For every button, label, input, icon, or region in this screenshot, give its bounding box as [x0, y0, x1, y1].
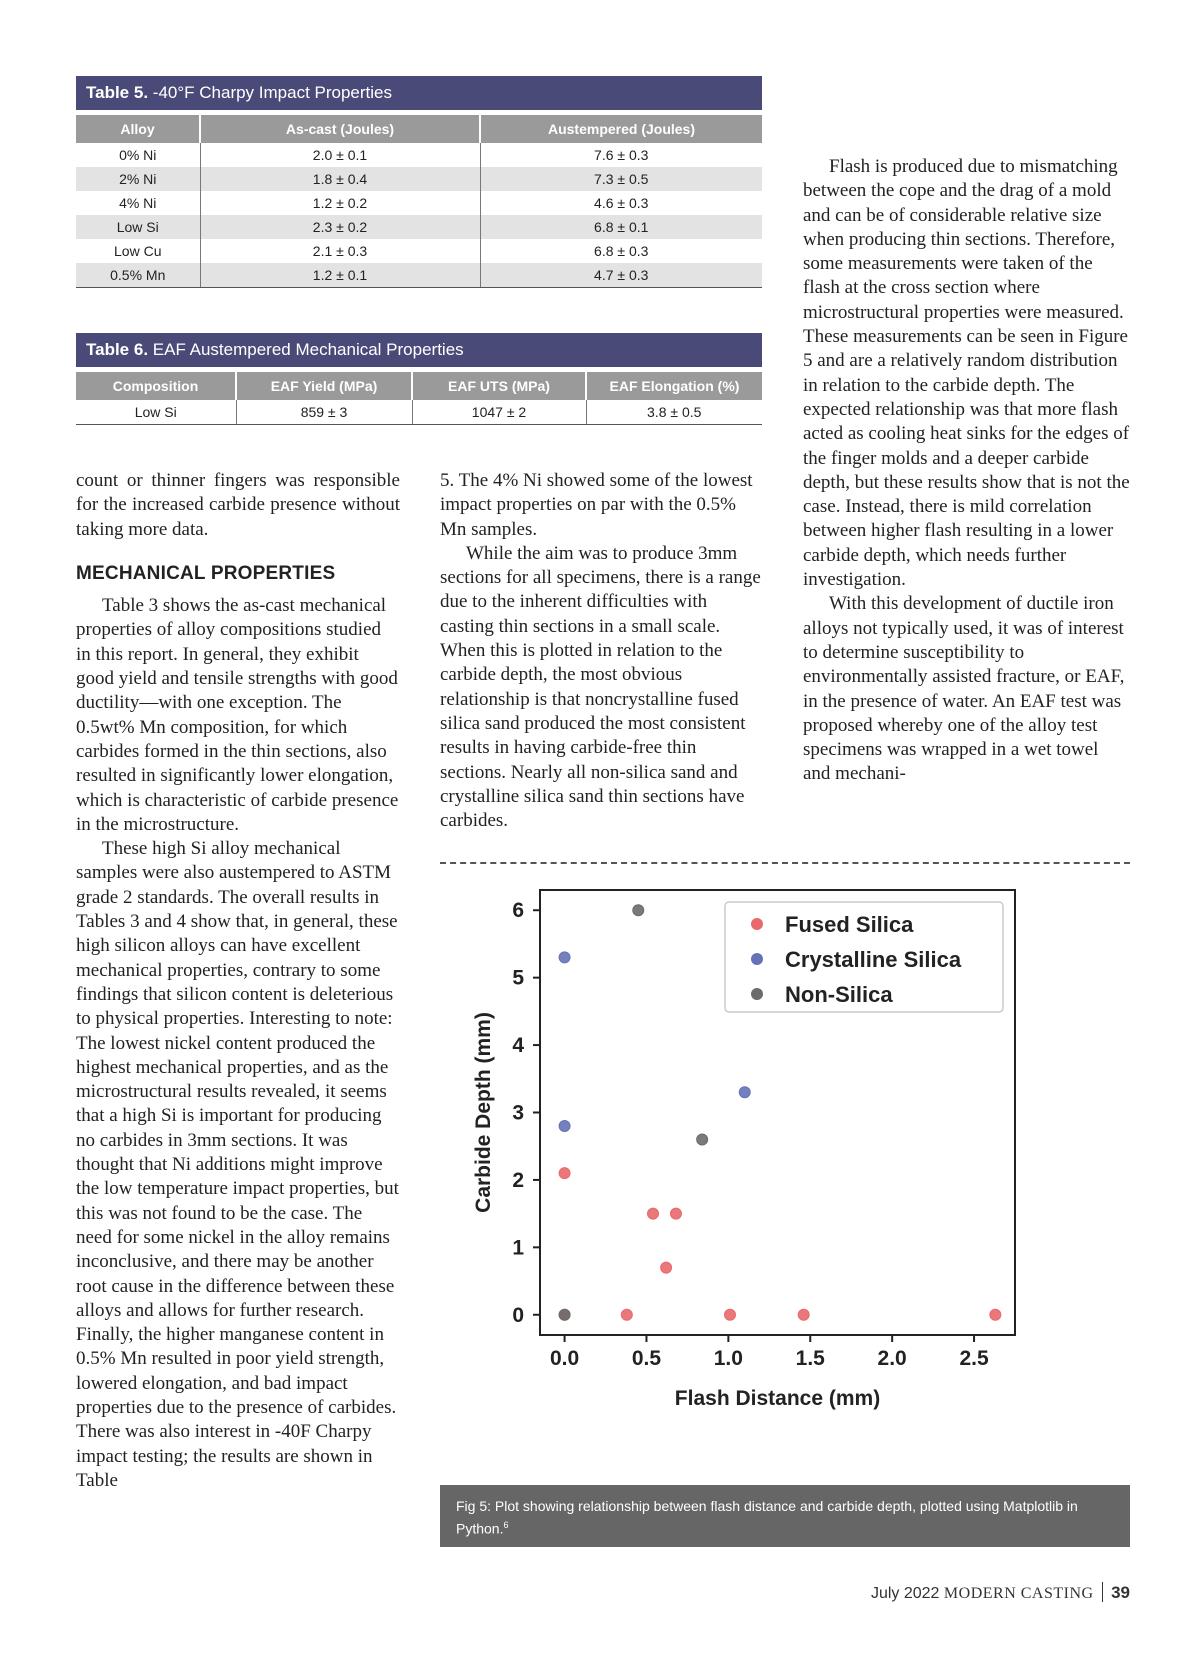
table5-header-cell: Alloy [76, 115, 200, 143]
table6-cell: 859 ± 3 [236, 400, 412, 425]
table5-cell: 2.1 ± 0.3 [200, 239, 480, 263]
table5-cell: 6.8 ± 0.3 [594, 243, 649, 259]
data-point-fused-silica [661, 1262, 672, 1273]
y-tick-label: 6 [512, 899, 524, 923]
table6-cell: Low Si [76, 400, 236, 425]
table5-row [76, 239, 762, 263]
table5-cell: 6.8 ± 0.1 [480, 215, 762, 239]
col1-paragraph-1: count or thinner fingers was responsible for the increased carbide presence without taking more data. [76, 470, 400, 540]
col1-paragraph-2: Table 3 shows the as-cast mechanical properties of alloy compositions studied in this report. In general, they exhibit good yield and tensile strengths with good ductility—with one exception. The 0.5wt% Mn composition, for which carbides formed in the thin sections, also resulted in significantly lower elongation, which is characteristic of carbide presence in the microstructure. [76, 595, 399, 835]
table5-caption-text: -40°F Charpy Impact Properties [152, 83, 393, 102]
table5-cell: 1.2 ± 0.1 [200, 263, 480, 288]
page-number: 39 [1111, 1583, 1130, 1602]
table5-cell: Low Cu [76, 239, 200, 263]
table5-cell: 1.2 ± 0.2 [200, 191, 480, 215]
y-tick-label: 4 [512, 1034, 524, 1058]
table6-cell: 1047 ± 2 [412, 400, 586, 425]
footer-date: July 2022 [870, 1585, 940, 1602]
table5-cell: 4% Ni [76, 191, 200, 215]
legend-label: Non-Silica [785, 982, 893, 1007]
y-tick-label: 0 [512, 1303, 524, 1327]
table6-header-cell: EAF Yield (MPa) [236, 372, 412, 400]
table6-cell: 3.8 ± 0.5 [586, 400, 762, 425]
col2-paragraph-1: 5. The 4% Ni showed some of the lowest impact properties on par with the 0.5% Mn samples. [440, 470, 753, 540]
y-tick-label: 5 [512, 966, 524, 990]
table5-row [76, 143, 762, 167]
table6-caption [76, 333, 762, 367]
table5-header-cell: As-cast (Joules) [200, 115, 480, 143]
column-1 [76, 469, 400, 1493]
data-point-non-silica [559, 1309, 570, 1320]
table5-cell: 4.6 ± 0.3 [594, 195, 649, 211]
y-axis-label: Carbide Depth (mm) [472, 1012, 495, 1213]
y-tick-label: 1 [512, 1236, 524, 1260]
figure5-caption [440, 1485, 1130, 1547]
data-point-non-silica [697, 1134, 708, 1145]
table6-header-row [76, 372, 762, 400]
table6-caption-text: EAF Austempered Mechanical Properties [152, 340, 464, 359]
footer-separator [1102, 1582, 1104, 1602]
table5-cell: 4.7 ± 0.3 [480, 263, 762, 288]
table5-header-cell: Austempered (Joules) [480, 115, 762, 143]
table5-cell: 2.3 ± 0.2 [200, 215, 480, 239]
table5-row [76, 263, 762, 288]
legend-label: Crystalline Silica [785, 947, 962, 972]
x-tick-label: 0.5 [631, 1347, 662, 1370]
table5-cell: 2% Ni [76, 167, 200, 191]
legend-marker [751, 988, 763, 1000]
col3-paragraph-1: Flash is produced due to mismatching between the cope and the drag of a mold and can be of considerable relative size when producing thin sections. Therefore, some measurements were taken of the flash at the cross section where microstructural properties were measured. These measurements can be seen in Figure 5 and are a relatively random distribution in relation to the carbide depth. The expected relationship was that more flash acted as cooling heat sinks for the edges of the finger molds and a deeper carbide depth, but these results show that is not the case. Instead, there is mild correlation between higher flash resulting in a lower carbide depth, which needs further investigation. [803, 156, 1130, 591]
table5-header-row [76, 115, 762, 143]
data-point-fused-silica [559, 1168, 570, 1179]
legend-marker [751, 953, 763, 965]
data-point-non-silica [633, 905, 644, 916]
x-tick-label: 2.5 [959, 1347, 989, 1370]
table5-cell: 1.8 ± 0.4 [200, 167, 480, 191]
section-heading-mechanical-properties: MECHANICAL PROPERTIES [76, 562, 336, 584]
col3-paragraph-2: With this development of ductile iron alloys not typically used, it was of interest to determine susceptibility to environmentally assisted fracture, or EAF, in the presence of water. An EAF test was proposed whereby one of the alloy test specimens was wrapped in a wet towel and mechani- [803, 593, 1125, 785]
figure5-caption-text: Fig 5: Plot showing relationship between flash distance and carbide depth, plotted using Matplotlib in Python. [456, 1498, 1078, 1537]
col1-paragraph-3: These high Si alloy mechanical samples were also austempered to ASTM grade 2 standards. The overall results in Tables 3 and 4 show that, in general, these high silicon alloys can have excellent mechanical properties, contrary to some findings that silicon content is deleterious to physical properties. Interesting to note: The lowest nickel content produced the highest mechanical properties, and as the microstructural results revealed, it seems that a high Si is important for producing no carbides in 3mm sections. It was thought that Ni additions might improve the low temperature impact properties, but this was not found to be the case. The need for some nickel in the alloy remains inconclusive, and there may be another root cause in the difference between these alloys and allows for further research. Finally, the higher manganese content in 0.5% Mn resulted in poor yield strength, lowered elongation, and bad impact properties due to the presence of carbides. There was also interest in -40F Charpy impact testing; the results are shown in Table [76, 838, 399, 1491]
col2-paragraph-2: While the aim was to produce 3mm sections for all specimens, there is a range due to the inherent difficulties with casting thin sections in a small scale. When this is plotted in relation to the carbide depth, the most obvious relationship is that noncrystalline fused silica sand produced the most consistent results in having carbide-free thin sections. Nearly all non-silica sand and crystalline silica sand thin sections have carbides. [440, 542, 761, 832]
data-point-fused-silica [798, 1309, 809, 1320]
table5-caption-number: Table 5. [86, 83, 149, 102]
column-2 [440, 469, 762, 833]
table6-header-cell: Composition [76, 372, 236, 400]
data-point-fused-silica [621, 1309, 632, 1320]
table6-header-cell: EAF UTS (MPa) [412, 372, 586, 400]
table5-row [76, 167, 762, 191]
x-axis-label: Flash Distance (mm) [674, 1387, 881, 1410]
figure5-caption-reference: 6 [503, 1520, 509, 1530]
legend-marker [751, 918, 763, 930]
data-point-crystalline-silica [559, 952, 570, 963]
table5 [76, 115, 762, 288]
table6-row [76, 400, 762, 425]
table5-cell: 7.3 ± 0.5 [480, 167, 762, 191]
figure-divider [440, 862, 1130, 864]
data-point-fused-silica [725, 1309, 736, 1320]
data-point-crystalline-silica [739, 1087, 750, 1098]
table5-cell: 2.0 ± 0.1 [200, 143, 480, 167]
x-tick-label: 2.0 [877, 1347, 907, 1370]
table6 [76, 372, 762, 425]
footer-magazine: MODERN CASTING [943, 1585, 1094, 1602]
table5-cell: Low Si [76, 215, 200, 239]
data-point-fused-silica [990, 1309, 1001, 1320]
table5-caption [76, 76, 762, 110]
column-3 [803, 155, 1130, 787]
figure5-scatter-chart [440, 880, 1130, 1480]
table5-row [76, 191, 762, 215]
data-point-fused-silica [648, 1208, 659, 1219]
data-point-crystalline-silica [559, 1120, 570, 1131]
legend-label: Fused Silica [785, 912, 914, 937]
table6-header-cell: EAF Elongation (%) [586, 372, 762, 400]
x-tick-label: 1.0 [713, 1347, 743, 1370]
table5-cell: 0% Ni [76, 143, 200, 167]
x-tick-label: 1.5 [795, 1347, 825, 1370]
y-tick-label: 3 [512, 1101, 524, 1125]
y-tick-label: 2 [512, 1168, 524, 1192]
data-point-fused-silica [670, 1208, 681, 1219]
table6-caption-number: Table 6. [86, 340, 149, 359]
page-footer [871, 1582, 1130, 1603]
x-tick-label: 0.0 [549, 1347, 580, 1370]
table5-cell: 0.5% Mn [76, 263, 200, 288]
table5-row [76, 215, 762, 239]
table5-cell: 7.6 ± 0.3 [594, 147, 649, 163]
